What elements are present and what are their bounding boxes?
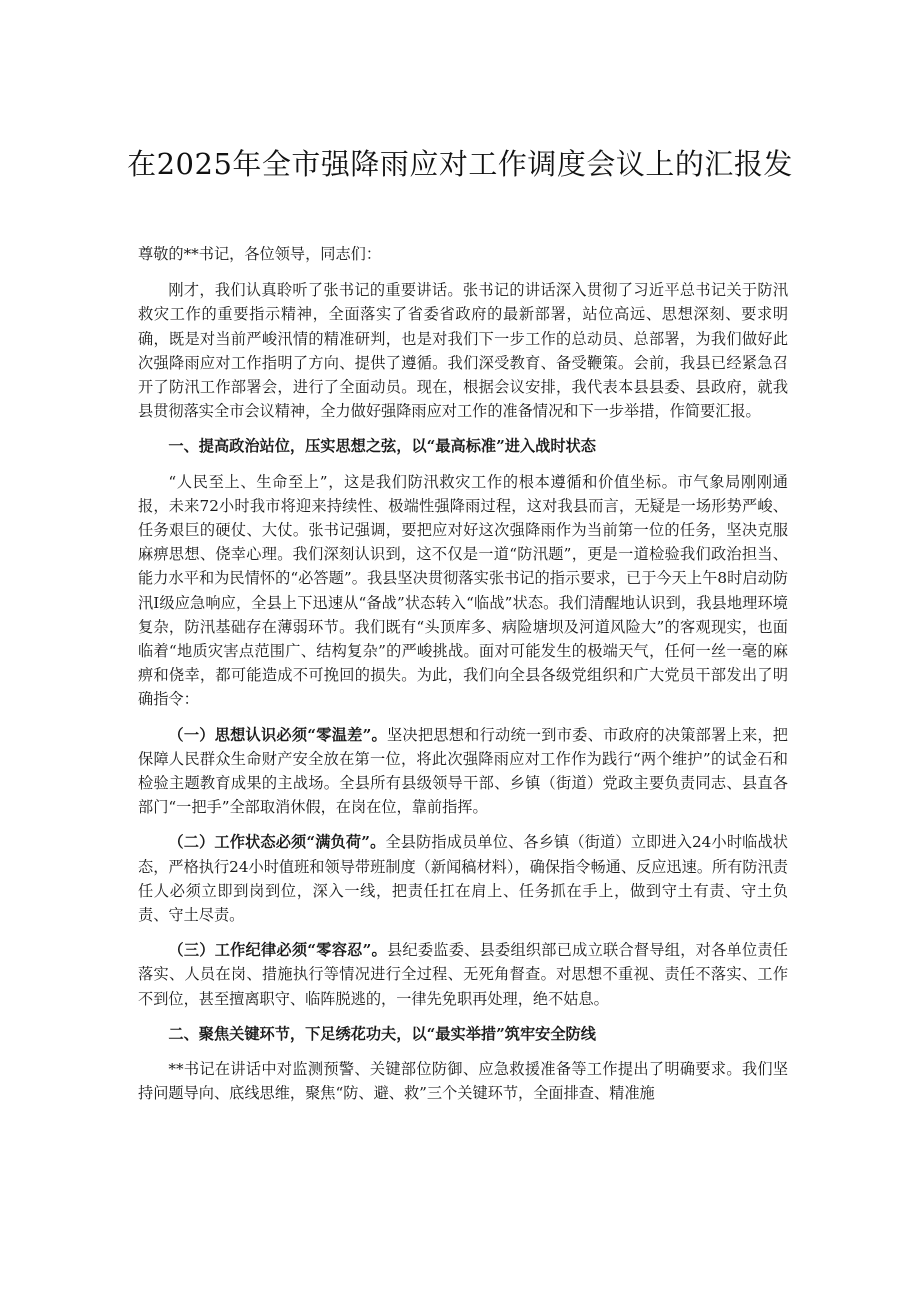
item-1-lead: （一）思想认识必须“零温差”。: [168, 725, 387, 744]
intro-paragraph: 刚才，我们认真聆听了张书记的重要讲话。张书记的讲话深入贯彻了习近平总书记关于防汛救灾工作的重要指示精神，全面落实了省委省政府的最新部署，站位高远、思想深刻、要求明确，既是对当前严峻汛情的精准研判，也是对我们下一步工作的总动员、总部署，为我们做好此次强降雨应对工作指明了方向、提供了遵循。我们深受教育、备受鞭策。会前，我县已经紧急召开了防汛工作部署会，进行了全面动员。现在，根据会议安排，我代表本县县委、县政府，就我县贯彻落实全市会议精神，全力做好强降雨应对工作的准备情况和下一步举措，作简要汇报。: [138, 281, 788, 421]
item-2-paragraph: [138, 830, 788, 927]
salutation: 尊敬的**书记，各位领导，同志们：: [138, 245, 381, 263]
section-1-heading: 一、提高政治站位，压实思想之弦，以“最高标准”进入战时状态: [168, 437, 596, 456]
item-2-text: 全县防指成员单位、各乡镇（街道）立即进入24小时临战状态，严格执行24小时值班和领导带班制度（新闻稿材料），确保指令畅通、反应迅速。所有防汛责任人必须立即到岗到位，深入一线，把责任扛在肩上、任务抓在手上，做到守土有责、守土负责、守土尽责。: [138, 833, 788, 925]
document-body: [138, 242, 788, 1117]
item-3-lead: （三）工作纪律必须“零容忍”。: [168, 941, 387, 960]
item-1-paragraph: [138, 723, 788, 820]
item-3-paragraph: [138, 938, 788, 1011]
item-3-text: 县纪委监委、县委组织部已成立联合督导组，对各单位责任落实、人员在岗、措施执行等情况进行全过程、无死角督查。对思想不重视、责任不落实、工作不到位，甚至擅离职守、临阵脱逃的，一律先免职再处理，绝不姑息。: [138, 941, 788, 1008]
document-title: 在2025年全市强降雨应对工作调度会议上的汇报发: [127, 147, 793, 181]
section-1-paragraph: “人民至上、生命至上”，这是我们防汛救灾工作的根本遵循和价值坐标。市气象局刚刚通报，未来72小时我市将迎来持续性、极端性强降雨过程，这对我县而言，无疑是一场形势严峻、任务艰巨的硬仗、大仗。张书记强调，要把应对好这次强降雨作为当前第一位的任务，坚决克服麻痹思想、侥幸心理。我们深刻认识到，这不仅是一道“防汛题”，更是一道检验我们政治担当、能力水平和为民情怀的“必答题”。我县坚决贯彻落实张书记的指示要求，已于今天上午8时启动防汛Ⅰ级应急响应，全县上下迅速从“备战”状态转入“临战”状态。我们清醒地认识到，我县地理环境复杂，防汛基础存在薄弱环节。我们既有“头顶库多、病险塘坝及河道风险大”的客观现实，也面临着“地质灾害点范围广、结构复杂”的严峻挑战。面对可能发生的极端天气，任何一丝一毫的麻痹和侥幸，都可能造成不可挽回的损失。为此，我们向全县各级党组织和广大党员干部发出了明确指令：: [138, 472, 788, 709]
section-2-paragraph: **书记在讲话中对监测预警、关键部位防御、应急救援准备等工作提出了明确要求。我们坚持问题导向、底线思维，聚焦“防、避、救”三个关键环节，全面排查、精准施: [138, 1060, 788, 1103]
item-1-text: 坚决把思想和行动统一到市委、市政府的决策部署上来，把保障人民群众生命财产安全放在第一位，将此次强降雨应对工作作为践行“两个维护”的试金石和检验主题教育成果的主战场。全县所有县级领导干部、乡镇（街道）党政主要负责同志、县直各部门“一把手”全部取消休假，在岗在位，靠前指挥。: [138, 725, 788, 817]
item-2-lead: （二）工作状态必须“满负荷”。: [168, 833, 386, 852]
section-2-heading: 二、聚焦关键环节，下足绣花功夫，以“最实举措”筑牢安全防线: [168, 1024, 596, 1043]
